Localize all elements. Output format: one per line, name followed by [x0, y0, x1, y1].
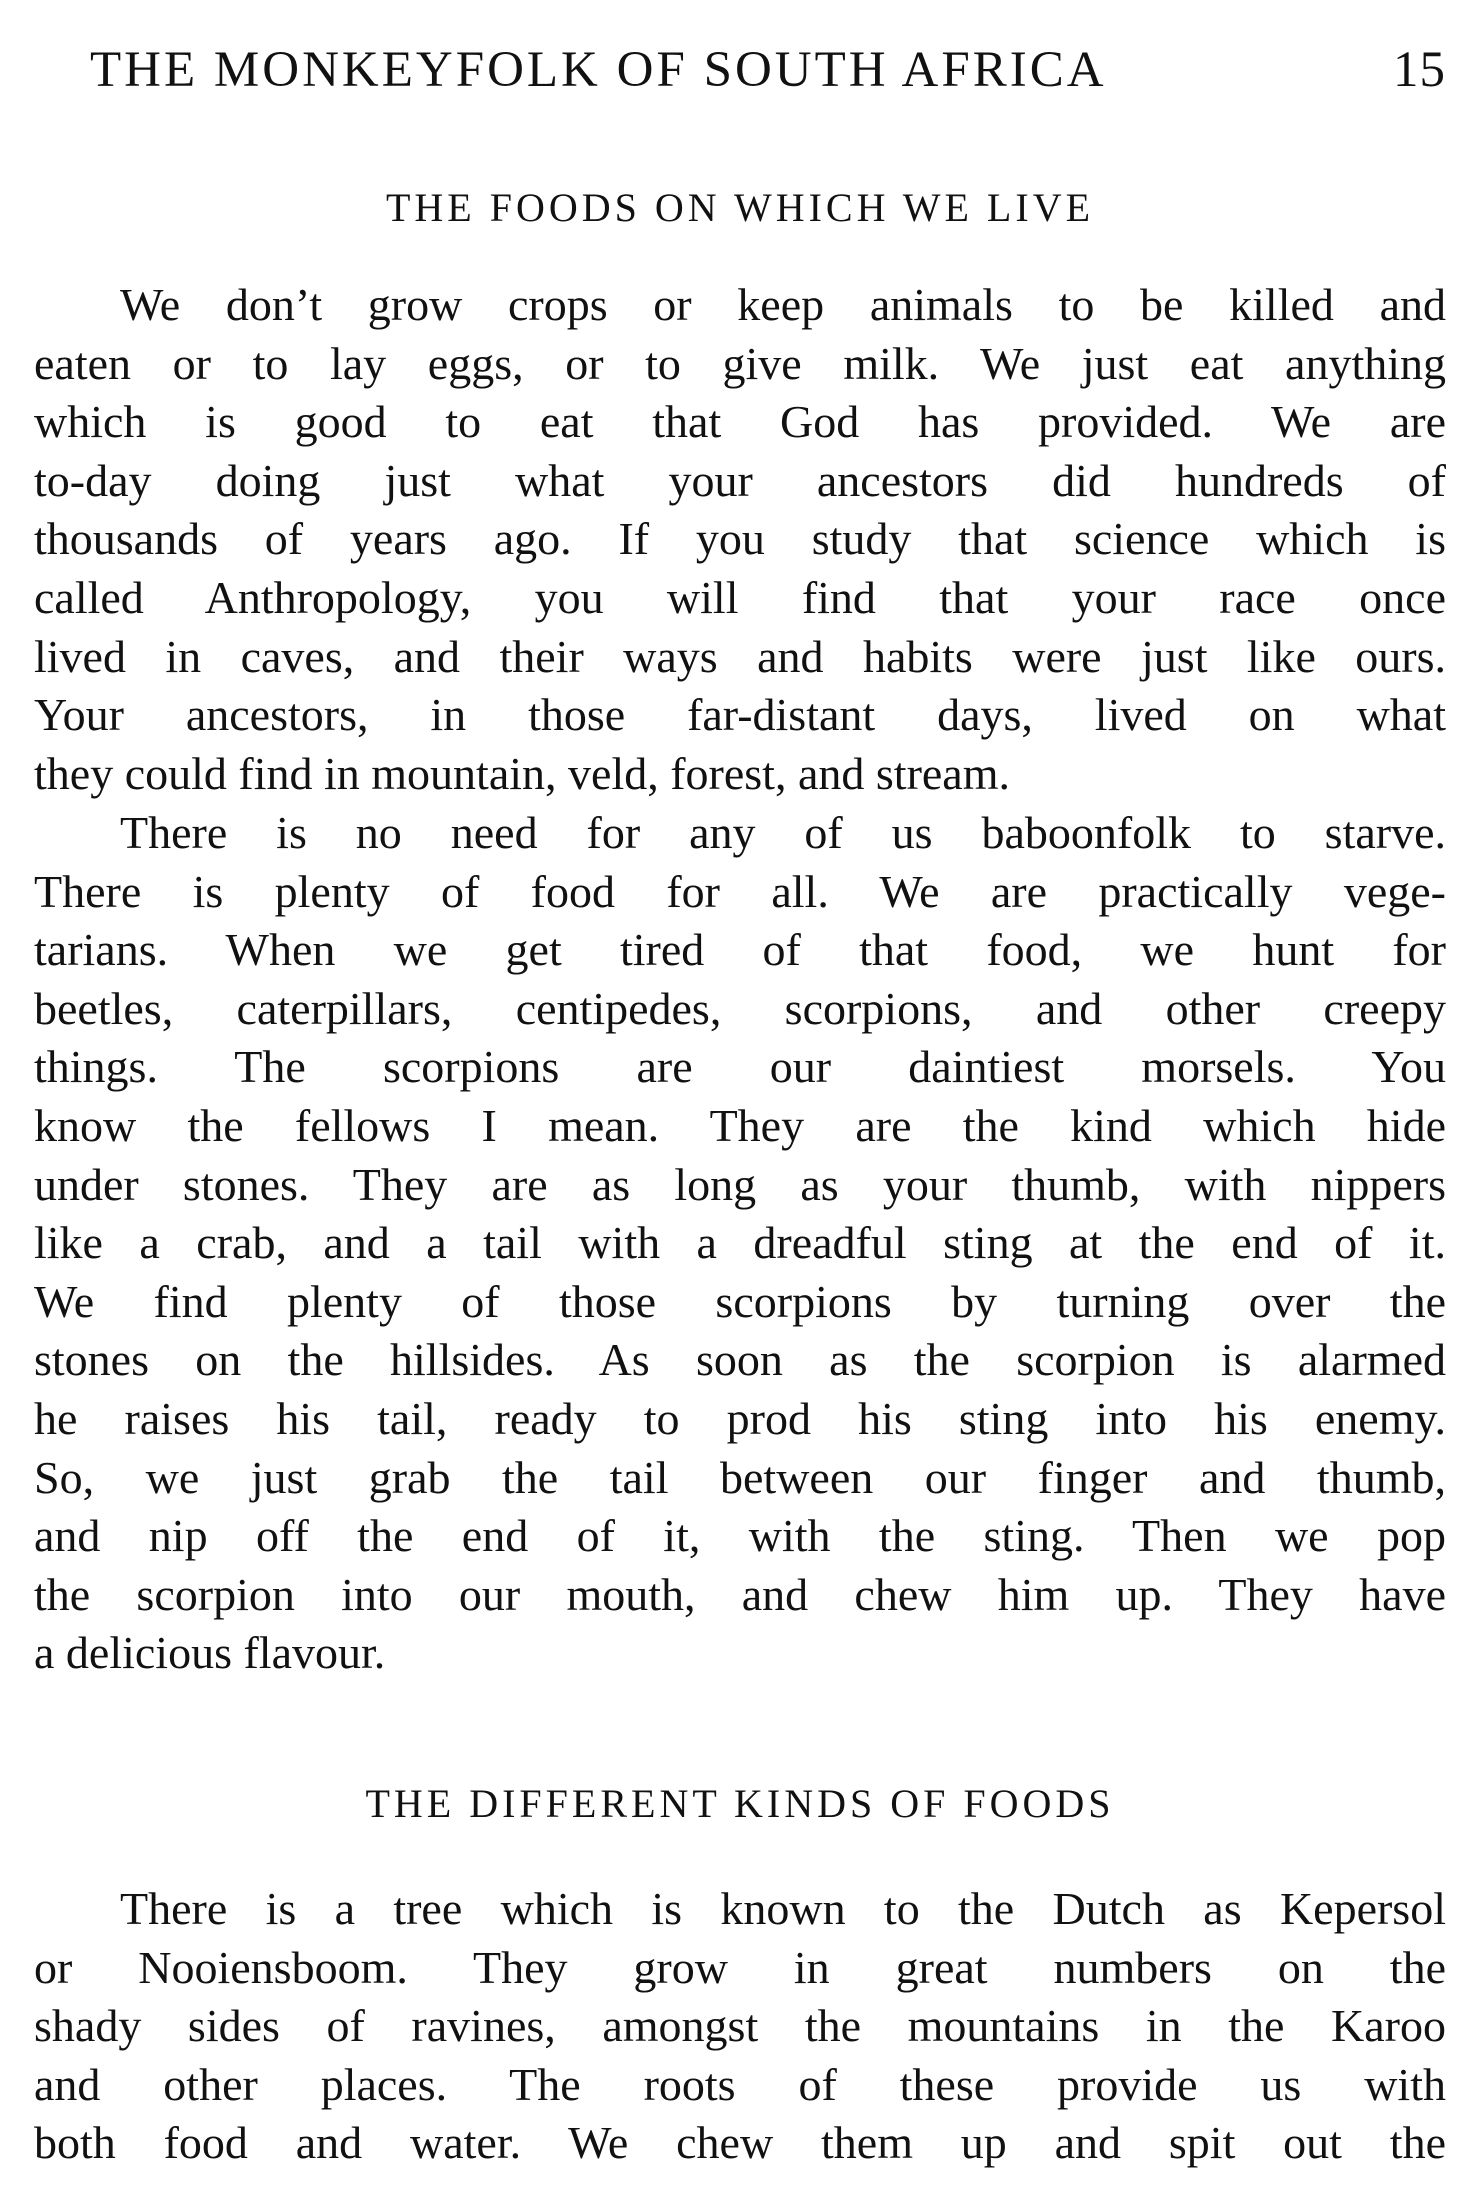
text-line: stones on the hillsides. As soon as the scorpion is alarmed	[34, 1334, 1446, 1386]
text-line: thousands of years ago. If you study that science which is	[34, 513, 1446, 565]
running-head	[90, 30, 1446, 110]
text-line: shady sides of ravines, amongst the mountains in the Karoo	[34, 2000, 1446, 2052]
section-heading-foods-we-live: THE FOODS ON WHICH WE LIVE	[385, 185, 1095, 230]
book-page	[34, 0, 1446, 2192]
text-line: tarians. When we get tired of that food, we hunt for	[34, 924, 1446, 976]
text-line: eaten or to lay eggs, or to give milk. We just eat anything	[34, 337, 1446, 389]
text-line: or Nooiensboom. They grow in great numbers on the	[34, 1941, 1446, 1993]
text-line: We find plenty of those scorpions by turning over the	[34, 1275, 1446, 1327]
text-line: know the fellows I mean. They are the kind which hide	[34, 1099, 1446, 1151]
section-heading-different-foods: THE DIFFERENT KINDS OF FOODS	[365, 1781, 1115, 1826]
text-line: the scorpion into our mouth, and chew him up. They have	[34, 1568, 1446, 1620]
text-line: both food and water. We chew them up and spit out the	[34, 2117, 1446, 2169]
text-line: lived in caves, and their ways and habits were just like ours.	[34, 630, 1446, 682]
paragraph-scorpions	[34, 804, 1446, 1683]
text-line: We don’t grow crops or keep animals to be killed and	[120, 279, 1446, 330]
text-line: under stones. They are as long as your thumb, with nippers	[34, 1158, 1446, 1210]
text-line: to-day doing just what your ancestors did hundreds of	[34, 454, 1446, 506]
text-line: There is plenty of food for all. We are practically vege-	[34, 865, 1446, 917]
running-head-title: THE MONKEYFOLK OF SOUTH AFRICA	[90, 42, 1107, 98]
text-line: things. The scorpions are our daintiest morsels. You	[34, 1041, 1446, 1093]
text-line: a delicious flavour.	[34, 1627, 386, 1679]
text-line: called Anthropology, you will find that your race once	[34, 571, 1446, 623]
text-line: like a crab, and a tail with a dreadful sting at the end of it.	[34, 1217, 1446, 1269]
text-line: There is a tree which is known to the Dutch as Kepersol	[120, 1883, 1446, 1934]
text-line: and nip off the end of it, with the sting. Then we pop	[34, 1510, 1446, 1562]
text-line: and other places. The roots of these provide us with	[34, 2058, 1446, 2110]
text-line: which is good to eat that God has provided. We are	[34, 396, 1446, 448]
page-number: 15	[1393, 42, 1446, 98]
text-line: beetles, caterpillars, centipedes, scorpions, and other creepy	[34, 982, 1446, 1034]
paragraph-kepersol	[34, 1880, 1446, 2173]
text-line: he raises his tail, ready to prod his sting into his enemy.	[34, 1392, 1446, 1444]
text-line: So, we just grab the tail between our finger and thumb,	[34, 1451, 1446, 1503]
text-line: There is no need for any of us baboonfolk to starve.	[120, 807, 1446, 858]
text-line: they could find in mountain, veld, forest, and stream.	[34, 747, 1010, 799]
paragraph-foods-intro	[34, 276, 1446, 803]
text-line: Your ancestors, in those far-distant days, lived on what	[34, 689, 1446, 741]
